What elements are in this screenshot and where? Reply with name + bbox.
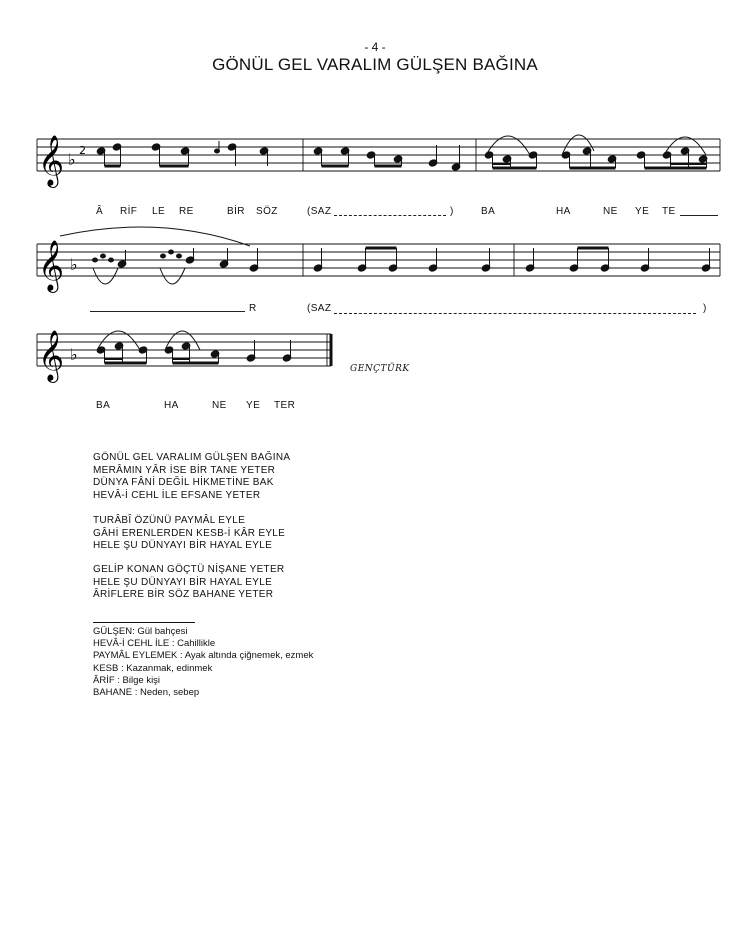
lyric-syllable: R: [249, 303, 257, 314]
composer-signature: GENÇTÜRK: [350, 364, 410, 374]
lyric-syllable: RE: [179, 206, 194, 217]
stanza-line: HEVÂ-İ CEHL İLE EFSANE YETER: [93, 489, 261, 501]
treble-clef-icon: 𝄞: [38, 330, 65, 381]
lyric-syllable: NE: [603, 206, 618, 217]
lyric-syllable: TER: [274, 400, 296, 411]
stanza-3: [93, 564, 284, 602]
glossary-divider: [93, 622, 195, 623]
music-staff-2: [0, 220, 750, 310]
glossary-entry: BAHANE : Neden, sebep: [93, 687, 200, 699]
lyric-syllable: NE: [212, 400, 227, 411]
stanza-line: GÂHİ ERENLERDEN KESB-İ KÂR EYLE: [93, 527, 286, 539]
stanza-line: ÂRİFLERE BİR SÖZ BAHANE YETER: [93, 589, 274, 600]
lyric-syllable: BİR: [227, 206, 245, 217]
stanza-2: [93, 515, 285, 553]
flat-icon: ♭: [70, 255, 78, 274]
flat-icon: ♭: [70, 345, 78, 364]
lyric-syllable: (SAZ: [307, 206, 332, 217]
stanza-line: GELİP KONAN GÖÇTÜ NİŞANE YETER: [93, 564, 285, 575]
lyric-syllable: Â: [96, 206, 104, 217]
time-signature: 2: [79, 144, 86, 157]
lyric-syllable: ): [703, 303, 707, 314]
lyrics-line-3: [0, 400, 750, 414]
lyric-syllable: BA: [481, 206, 496, 217]
lyric-syllable: HA: [164, 400, 179, 411]
stanza-1: [93, 452, 290, 502]
glossary-entry: GÜLŞEN: Gül bahçesi: [93, 626, 188, 637]
glossary-entry: KESB : Kazanmak, edinmek: [93, 662, 213, 674]
lyrics-line-1: [0, 206, 750, 220]
lyric-syllable: BA: [96, 400, 111, 411]
lyric-syllable: TE: [662, 206, 676, 217]
lyric-syllable: YE: [246, 400, 261, 411]
lyric-syllable: SÖZ: [256, 206, 278, 217]
song-title: GÖNÜL GEL VARALIM GÜLŞEN BAĞINA: [212, 55, 538, 74]
music-staff-3: [0, 320, 750, 400]
glossary: [93, 626, 313, 699]
saz-extension-line: [334, 313, 696, 314]
glossary-entry: ÂRİF : Bilge kişi: [93, 674, 161, 686]
music-staff-1: [0, 125, 750, 205]
stanza-line: MERÂMIN YÂR İSE BİR TANE YETER: [93, 464, 276, 476]
page-number: - 4 -: [364, 40, 386, 54]
glossary-entry: HEVÂ-İ CEHL İLE : Cahillikle: [93, 638, 216, 650]
stanza-line: DÜNYA FÂNİ DEĞİL HİKMETİNE BAK: [93, 477, 274, 488]
lyric-syllable: (SAZ: [307, 303, 332, 314]
stanza-line: TURÂBÎ ÖZÜNÜ PAYMÂL EYLE: [93, 515, 246, 526]
stanza-line: HELE ŞU DÜNYAYI BİR HAYAL EYLE: [93, 576, 273, 588]
treble-clef-icon: 𝄞: [38, 135, 65, 186]
melisma-line: [680, 215, 718, 216]
lyric-syllable: RİF: [120, 206, 138, 217]
lyric-syllable: YE: [635, 206, 650, 217]
glossary-entry: PAYMÂL EYLEMEK : Ayak altında çiğnemek, ezmek: [93, 650, 314, 662]
stanza-line: GÖNÜL GEL VARALIM GÜLŞEN BAĞINA: [93, 452, 291, 463]
stanza-line: HELE ŞU DÜNYAYI BİR HAYAL EYLE: [93, 540, 273, 551]
lyric-syllable: HA: [556, 206, 571, 217]
saz-extension-line: [334, 215, 446, 216]
lyric-syllable: LE: [152, 206, 166, 217]
lyrics-line-2: [0, 303, 750, 317]
lyric-syllable: ): [450, 206, 454, 217]
flat-icon: ♭: [68, 150, 76, 169]
treble-clef-icon: 𝄞: [38, 240, 65, 291]
